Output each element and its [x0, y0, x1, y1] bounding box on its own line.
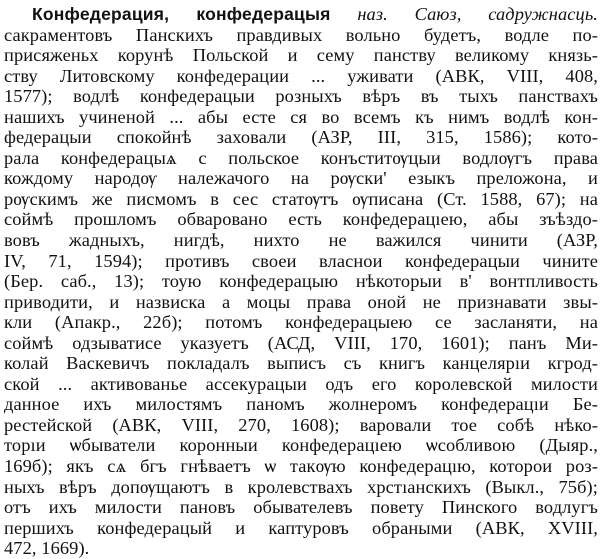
entry-line: першихъ конфедерацый и каптуровъ обраными (АВК, XVIII,: [4, 517, 598, 538]
entry-line: кождому народѹ належачого на рѹски' езыкъ преложона, и: [4, 168, 598, 189]
entry-line: приводити, и назвиска а моцы права оной не признавати звы-: [4, 291, 598, 312]
entry-line: кли (Апакр., 22б); потомъ конфедерацыею се засланяти, на: [4, 312, 598, 333]
entry-line: ству Литовскому конфедерации ... уживати (АВК, VIII, 408,: [4, 65, 598, 86]
entry-line: соймѣ прошломъ обваровано есть конфедерацıею, абы зъѣздо-: [4, 209, 598, 230]
entry-line: федерацыи спокойнѣ заховали (АЗР, III, 315, 1586); кото-: [4, 127, 598, 148]
entry-line: торıи ѡбыватели коронныи конфедерацıею ѡсобливою (Дыяр.,: [4, 435, 598, 456]
entry-line: рѹскимъ же писмомъ в сес статѹтъ ѹписана (Ст. 1588, 67); на: [4, 188, 598, 209]
entry-line: отъ ихъ милости пановъ обывателевъ повету Пинского водлугъ: [4, 497, 598, 518]
entry-line: нашихъ учиненой ... абы есте ся во всемъ къ нимъ водлѣ кон-: [4, 106, 598, 127]
entry-line: вовъ жадныхъ, нигдѣ, нихто не важился чинити (АЗР,: [4, 230, 598, 251]
entry-line: соймѣ одзыватисе указуетъ (АСД, VIII, 170, 1601); панъ Ми-: [4, 332, 598, 353]
entry-line: ныхъ вѣръ допѹщаютъ в кролевствахъ хрстıанскихъ (Выкл., 75б);: [4, 476, 598, 497]
entry-line: данное ихъ милостямъ паномъ жолнеромъ конфедерацıи Бе-: [4, 394, 598, 415]
entry-line: ской ... активованье ассекурацыи одъ его королевской милости: [4, 373, 598, 394]
entry-line: 472, 1669).: [4, 538, 90, 559]
entry-line: колай Васкевичъ покладалъ выписъ съ книгъ канцелярıи кгрод-: [4, 353, 598, 374]
headword: Конфедерация, конфедерацыя: [32, 4, 331, 24]
gloss: наз. Саюз, садружнасць.: [357, 4, 598, 24]
entry-line: сакраментовъ Панскихъ правдивых вольно будетъ, водле по-: [4, 24, 598, 45]
entry-line: 1577); водлѣ конфедерацыи розныхъ вѣръ въ тыхъ панствахъ: [4, 86, 598, 107]
entry-line: 169б); якъ сѧ бгъ гнѣваетъ ѡ такѹю конфедерацıю, которои роз-: [4, 456, 598, 477]
entry-first-line: [4, 4, 598, 25]
entry-line: присяженьх корунѣ Польской и сему панству великому князь-: [4, 45, 598, 66]
entry-line: (Бер. саб., 13); тоую конфедерацыю нѣкоторыи в' вонтпливость: [4, 271, 598, 292]
entry-line: IV, 71, 1594); противъ своеи власнои конфедерацыи чините: [4, 250, 598, 271]
entry-line: рестейской (АВК, VIII, 270, 1608); варовали тое собѣ нѣко-: [4, 414, 598, 435]
entry-line: рала конфедерацыѧ с польское конъститѹцыи водлѹгъ права: [4, 147, 598, 168]
